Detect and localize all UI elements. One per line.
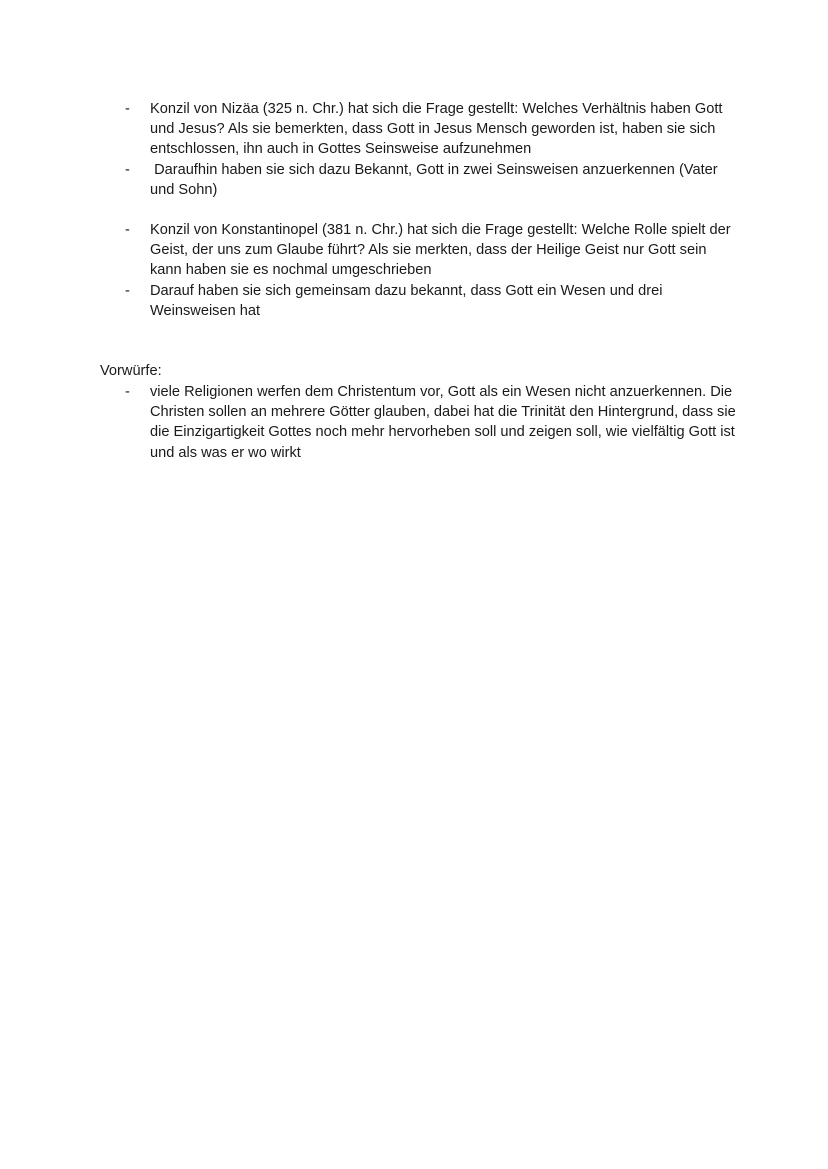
bullet-list-councils-constantinople xyxy=(100,220,740,321)
bullet-list-councils-nicaea xyxy=(100,99,740,200)
list-item-text: Daraufhin haben sie sich dazu Bekannt, Gott in zwei Seinsweisen anzuerkennen (Vater und Sohn) xyxy=(150,161,722,198)
list-item-text: Darauf haben sie sich gemeinsam dazu bekannt, dass Gott ein Wesen und drei Weinsweisen hat xyxy=(150,282,663,319)
bullet-list-accusations xyxy=(100,382,740,463)
list-item-text: Konzil von Konstantinopel (381 n. Chr.) hat sich die Frage gestellt: Welche Rolle spielt der Geist, der uns zum Glaube führt? Als sie merkten, dass der Heilige Geist nur Gott sein kann haben sie es nochmal umgeschrieben xyxy=(150,222,731,279)
dash-bullet: - xyxy=(125,384,130,400)
list-item-text: viele Religionen werfen dem Christentum vor, Gott als ein Wesen nicht anzuerkennen. Die Christen sollen an mehrere Götter glauben, dabei hat die Trinität den Hintergrund, dass sie die Einzigartigkeit Gottes noch mehr hervorheben soll und zeigen soll, wie vielfältig Gott ist und als was er wo wirkt xyxy=(150,384,736,461)
list-item xyxy=(100,382,740,463)
dash-bullet: - xyxy=(125,222,130,238)
section-heading: Vorwürfe: xyxy=(100,363,162,379)
dash-bullet: - xyxy=(125,101,130,117)
list-item xyxy=(100,220,740,281)
list-item xyxy=(100,160,740,200)
list-item-text: Konzil von Nizäa (325 n. Chr.) hat sich die Frage gestellt: Welches Verhältnis haben Gott und Jesus? Als sie bemerkten, dass Gott in Jesus Mensch geworden ist, haben sie sich entschlossen, ihn auch in Gottes Seinsweise aufzunehmen xyxy=(150,101,727,158)
dash-bullet: - xyxy=(125,161,130,178)
list-item xyxy=(100,281,740,321)
dash-bullet: - xyxy=(125,282,130,299)
list-item xyxy=(100,99,740,160)
